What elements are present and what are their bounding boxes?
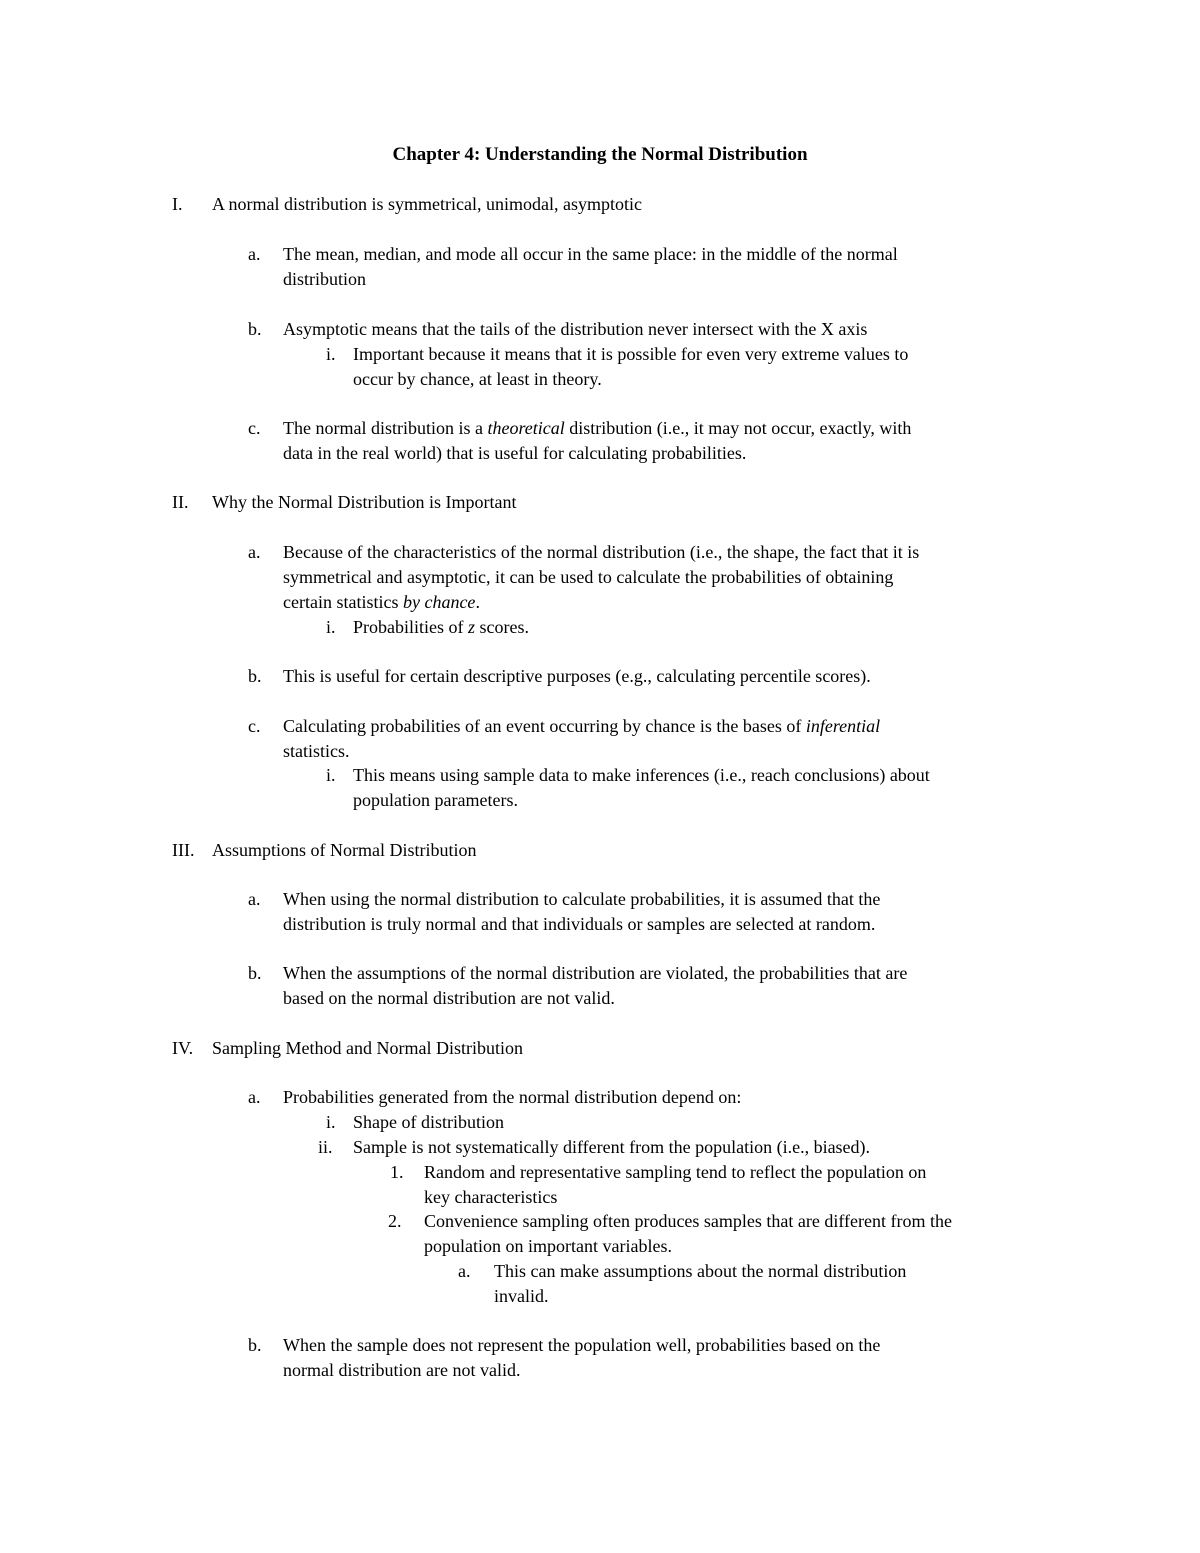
item-label: a. xyxy=(248,542,261,562)
item-text: based on the normal distribution are not valid. xyxy=(283,988,615,1008)
item-text: statistics. xyxy=(283,741,350,761)
text-run: Calculating probabilities of an event occurring by chance is the bases of xyxy=(283,716,806,736)
item-label: b. xyxy=(248,319,262,339)
subitem-text: Shape of distribution xyxy=(353,1112,504,1132)
item-label: a. xyxy=(248,244,261,264)
emphasis-text: z xyxy=(468,617,476,637)
item-label: b. xyxy=(248,666,262,686)
emphasis-text: by chance xyxy=(402,592,476,612)
item-text: normal distribution are not valid. xyxy=(283,1360,521,1380)
subsubitem-label: 2. xyxy=(388,1211,402,1231)
section-heading: Sampling Method and Normal Distribution xyxy=(212,1038,523,1058)
subsubitem-text: population on important variables. xyxy=(424,1236,672,1256)
section-number: I. xyxy=(172,194,183,214)
item-label: b. xyxy=(248,1335,262,1355)
item-label: c. xyxy=(248,716,261,736)
section-heading: A normal distribution is symmetrical, unimodal, asymptotic xyxy=(212,194,642,214)
item-text: When using the normal distribution to calculate probabilities, it is assumed that the xyxy=(283,889,881,909)
item-text: When the sample does not represent the population well, probabilities based on the xyxy=(283,1335,881,1355)
subsubitem-text: Random and representative sampling tend to reflect the population on xyxy=(424,1162,927,1182)
subsubitem-text: Convenience sampling often produces samples that are different from the xyxy=(424,1211,952,1231)
deepitem-text: This can make assumptions about the normal distribution xyxy=(494,1261,907,1281)
text-run: certain statistics xyxy=(283,592,403,612)
subitem-label: i. xyxy=(326,765,336,785)
text-run: Probabilities of xyxy=(353,617,468,637)
subitem-text: occur by chance, at least in theory. xyxy=(353,369,602,389)
item-text: distribution is truly normal and that individuals or samples are selected at random. xyxy=(283,914,876,934)
text-run: The normal distribution is a xyxy=(283,418,488,438)
section-number: IV. xyxy=(172,1038,194,1058)
item-label: a. xyxy=(248,1087,261,1107)
text-run: scores. xyxy=(475,617,529,637)
page-title: Chapter 4: Understanding the Normal Distribution xyxy=(392,144,808,165)
subsubitem-text: key characteristics xyxy=(424,1187,558,1207)
item-label: c. xyxy=(248,418,261,438)
item-text: Because of the characteristics of the normal distribution (i.e., the shape, the fact that it is xyxy=(283,542,920,562)
item-text xyxy=(283,590,480,614)
text-run: . xyxy=(475,592,480,612)
subitem-text xyxy=(353,615,529,639)
item-text xyxy=(283,714,880,738)
item-text: symmetrical and asymptotic, it can be used to calculate the probabilities of obtaining xyxy=(283,567,894,587)
item-text: When the assumptions of the normal distribution are violated, the probabilities that are xyxy=(283,963,908,983)
item-text: This is useful for certain descriptive purposes (e.g., calculating percentile scores). xyxy=(283,666,871,686)
item-label: b. xyxy=(248,963,262,983)
subitem-label: i. xyxy=(326,617,336,637)
subitem-text: Sample is not systematically different from the population (i.e., biased). xyxy=(353,1137,871,1157)
text-run: distribution (i.e., it may not occur, exactly, with xyxy=(564,418,912,438)
item-text: The mean, median, and mode all occur in the same place: in the middle of the normal xyxy=(283,244,898,264)
item-text: distribution xyxy=(283,269,367,289)
subitem-label: i. xyxy=(326,344,336,364)
subitem-text: This means using sample data to make inferences (i.e., reach conclusions) about xyxy=(353,765,930,785)
section-heading: Assumptions of Normal Distribution xyxy=(212,840,477,860)
subsubitem-label: 1. xyxy=(390,1162,404,1182)
item-label: a. xyxy=(248,889,261,909)
section-heading: Why the Normal Distribution is Important xyxy=(212,492,517,512)
emphasis-text: inferential xyxy=(805,716,881,736)
deepitem-label: a. xyxy=(458,1261,471,1281)
subitem-label: i. xyxy=(326,1112,336,1132)
item-text: Probabilities generated from the normal distribution depend on: xyxy=(283,1087,742,1107)
subitem-text: population parameters. xyxy=(353,790,518,810)
item-text: Asymptotic means that the tails of the distribution never intersect with the X axis xyxy=(283,319,868,339)
section-number: III. xyxy=(172,840,195,860)
section-number: II. xyxy=(172,492,189,512)
deepitem-text: invalid. xyxy=(494,1286,549,1306)
item-text xyxy=(283,416,911,440)
emphasis-text: theoretical xyxy=(487,418,565,438)
subitem-text: Important because it means that it is possible for even very extreme values to xyxy=(353,344,909,364)
item-text: data in the real world) that is useful for calculating probabilities. xyxy=(283,443,747,463)
subitem-label: ii. xyxy=(318,1137,333,1157)
